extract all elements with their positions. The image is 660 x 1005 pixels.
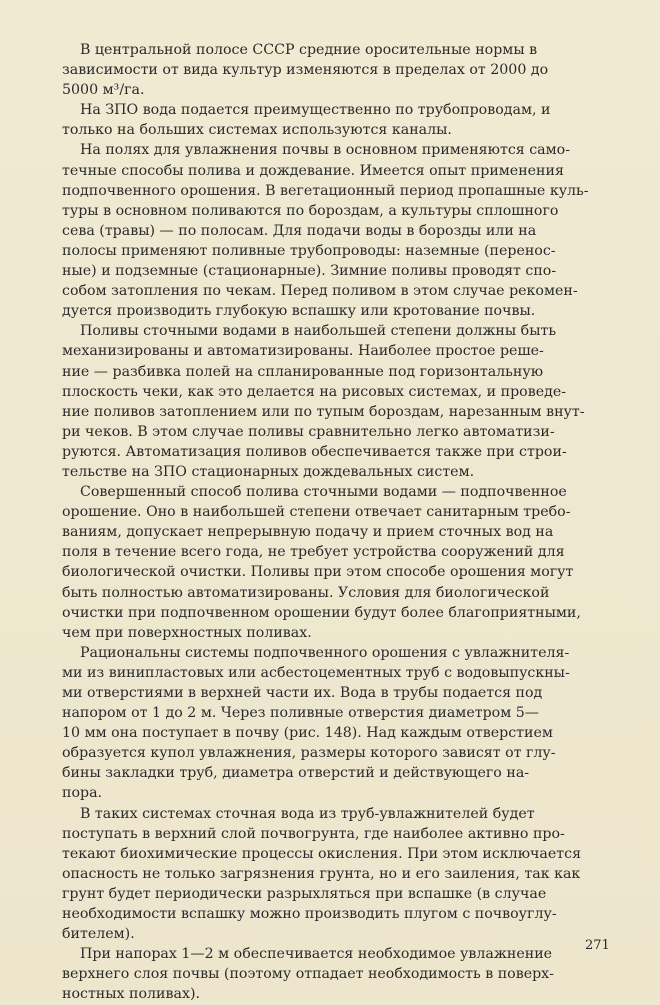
paragraph-7: В таких системах сточная вода из труб-увлажнителей будет поступать в верхний слой почвогрунта, где наиболее активно про- текают биохимические процессы окисления. При этом исключается опасность не только загрязнения грунта, но и его заиления, так как грунт будет периодически разрыхляться при вспашке (в случае необходимости вспашку можно производить плугом с почвоуглу- бителем). <box>62 805 582 943</box>
page-number: 271 <box>585 938 610 953</box>
paragraph-1: В центральной полосе СССР средние оросительные нормы в зависимости от вида культур изменяются в пределах от 2000 до 5000 м³/га. <box>62 42 549 99</box>
paragraph-2: На ЗПО вода подается преимущественно по трубопроводам, и только на больших системах используются каналы. <box>62 102 551 139</box>
paragraph-4: Поливы сточными водами в наибольшей степени должны быть механизированы и автоматизированы. Наиболее простое реше- ние — разбивка полей на спланированные под горизонтальную плоскость чеки, как это делается на рисовых системах, и проведе- ние поливов затоплением или по тупым бороздам, нарезанным внут- ри чеков. В этом случае поливы сравнительно легко автоматизи- руются. Автоматизация поливов обеспечивается также при строи- тельстве на ЗПО стационарных дождевальных систем. <box>62 323 585 480</box>
paragraph-6: Рациональны системы подпочвенного орошения с увлажнителя- ми из винипластовых или асбестоцементных труб с водовыпускны- ми отверстиями в верхней части их. Вода в трубы подается под напором от 1 до 2 м. Через поливные отверстия диаметром 5— 10 мм она поступает в почву (рис. 148). Над каждым отверстием образуется купол увлажнения, размеры которого зависят от глу- бины закладки труб, диаметра отверстий и действующего на- пора. <box>62 644 570 802</box>
paragraph-3: На полях для увлажнения почвы в основном применяются само- течные способы полива и дождевание. Имеется опыт применения подпочвенного орошения. В вегетационный период пропашные куль- туры в основном поливаются по бороздам, а культуры сплошного сева (травы) — по полосам. Для подачи воды в борозды или на полосы применяют поливные трубопроводы: наземные (перенос- ные) и подземные (стационарные). Зимние поливы проводят спо- собом затопления по чекам. Перед поливом в этом случае рекомен- дуется производить глубокую вспашку или кротование почвы. <box>62 142 589 320</box>
body-text <box>62 40 616 1005</box>
paragraph-8: При напорах 1—2 м обеспечивается необходимое увлажнение верхнего слоя почвы (поэтому отпадает необходимость в поверх- ностных поливах). <box>62 946 554 1003</box>
paragraph-5: Совершенный способ полива сточными водами — подпочвенное орошение. Оно в наибольшей степени отвечает санитарным требо- ваниям, допускает непрерывную подачу и прием сточных вод на поля в течение всего года, не требует устройства сооружений для биологической очистки. Поливы при этом способе орошения могут быть полностью автоматизированы. Условия для биологической очистки при подпочвенном орошении будут более благоприятными, чем при поверхностных поливах. <box>62 484 581 641</box>
